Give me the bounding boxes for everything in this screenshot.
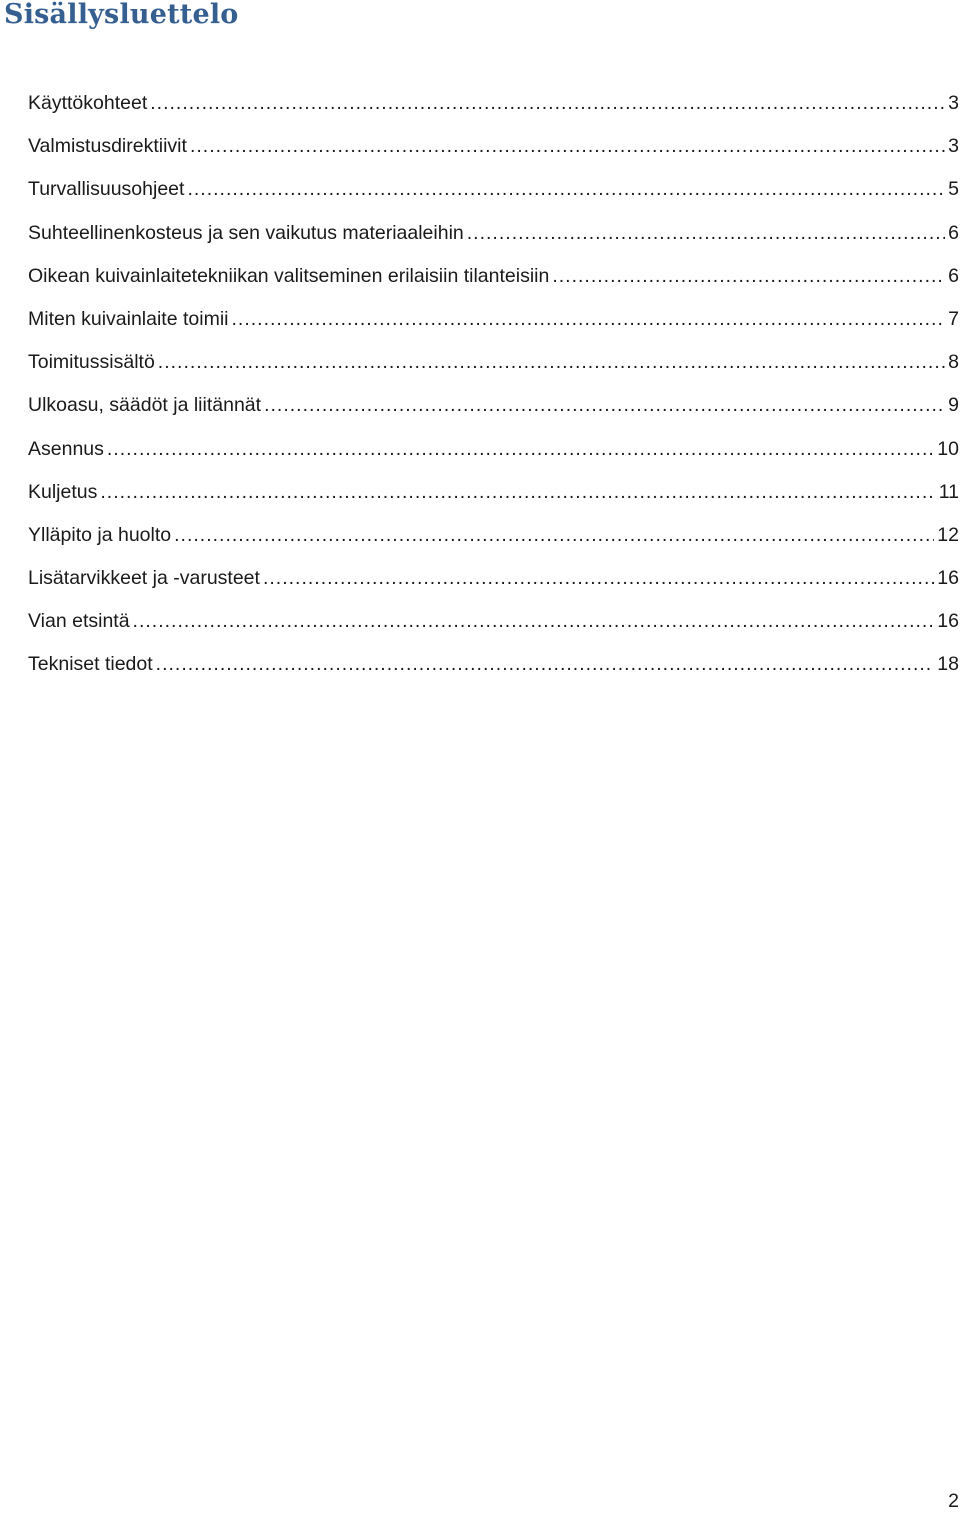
toc-entry-title: Suhteellinenkosteus ja sen vaikutus materiaaleihin [28,221,464,244]
toc-entry[interactable] [28,131,959,174]
table-of-contents [28,88,959,693]
toc-entry-title: Asennus [28,437,104,460]
toc-entry[interactable] [28,520,959,563]
toc-entry-title: Miten kuivainlaite toimii [28,307,229,330]
toc-leader-dots [100,477,935,507]
toc-entry-page: 12 [937,523,959,546]
toc-entry-page: 10 [937,437,959,460]
toc-entry-title: Turvallisuusohjeet [28,178,185,201]
toc-leader-dots [264,390,945,420]
toc-entry-page: 11 [938,480,959,503]
toc-entry[interactable] [28,261,959,304]
toc-entry[interactable] [28,390,959,433]
toc-entry-page: 16 [937,610,959,633]
toc-entry-title: Valmistusdirektiivit [28,135,187,158]
toc-entry-page: 16 [937,567,959,590]
toc-entry[interactable] [28,606,959,649]
toc-entry-title: Tekniset tiedot [28,653,153,676]
toc-entry-page: 3 [948,92,959,114]
toc-entry-title: Käyttökohteet [28,92,148,114]
page-title: Sisällysluettelo [4,0,239,30]
toc-entry[interactable] [28,563,959,606]
toc-leader-dots [190,131,945,161]
toc-leader-dots [156,649,935,679]
toc-entry-page: 18 [937,653,959,676]
toc-leader-dots [187,174,945,204]
toc-entry-page: 8 [948,351,959,374]
toc-entry-page: 6 [948,221,959,244]
toc-entry-page: 9 [948,394,959,417]
toc-entry-page: 6 [948,264,959,287]
toc-leader-dots [174,520,934,550]
toc-leader-dots [133,606,935,636]
toc-leader-dots [552,261,945,291]
toc-entry-page: 7 [948,307,959,330]
toc-entry[interactable] [28,347,959,390]
toc-leader-dots [263,563,934,593]
toc-entry-title: Vian etsintä [28,610,130,633]
toc-entry-title: Kuljetus [28,480,98,503]
toc-entry[interactable] [28,477,959,520]
toc-entry[interactable] [28,88,959,131]
toc-entry-title: Ylläpito ja huolto [28,523,172,546]
toc-entry-title: Oikean kuivainlaitetekniikan valitseminen erilaisiin tilanteisiin [28,264,550,287]
toc-leader-dots [467,218,945,248]
toc-entry[interactable] [28,434,959,477]
toc-leader-dots [158,347,945,377]
toc-entry-page: 3 [948,135,959,158]
toc-entry[interactable] [28,649,959,692]
toc-entry-title: Toimitussisältö [28,351,155,374]
toc-leader-dots [107,434,934,464]
toc-entry[interactable] [28,174,959,217]
toc-leader-dots [232,304,946,334]
toc-entry-title: Ulkoasu, säädöt ja liitännät [28,394,262,417]
page-number: 2 [948,1490,959,1512]
toc-leader-dots [150,88,945,118]
toc-entry-page: 5 [948,178,959,201]
toc-entry[interactable] [28,304,959,347]
toc-entry[interactable] [28,218,959,261]
toc-entry-title: Lisätarvikkeet ja -varusteet [28,567,260,590]
